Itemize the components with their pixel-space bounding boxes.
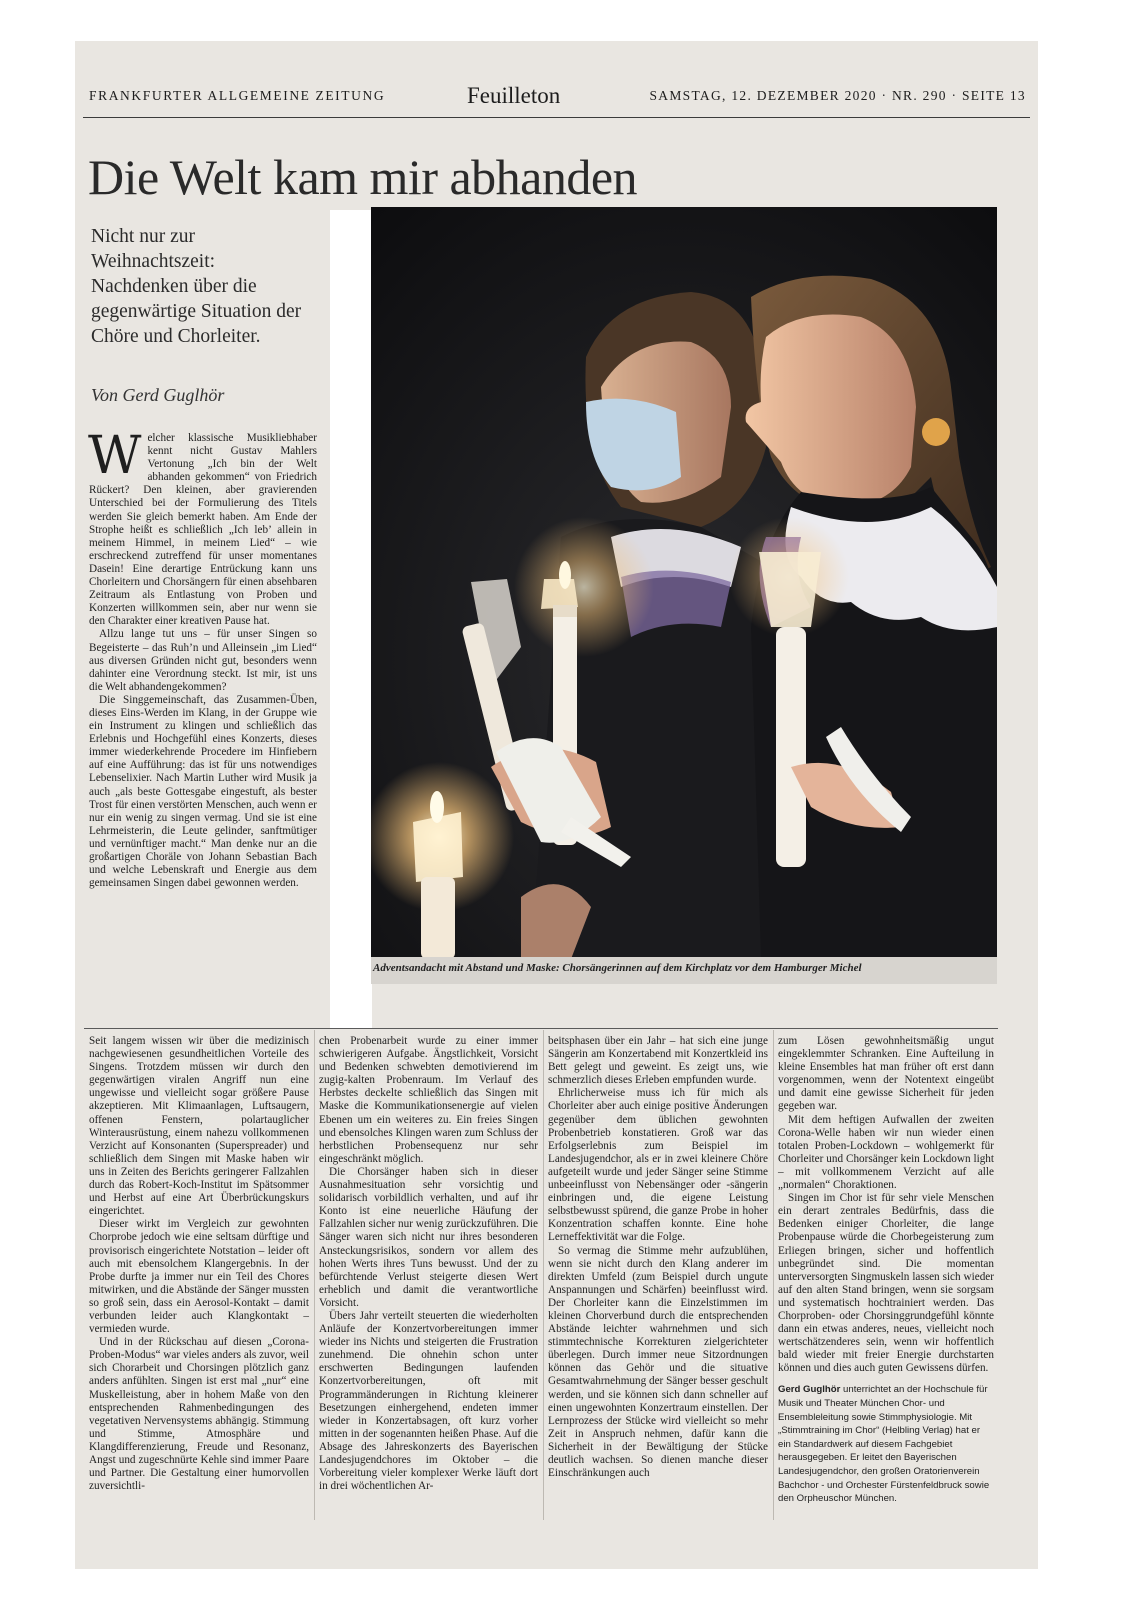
column-divider (314, 1030, 315, 1520)
author-bio-text: unterrichtet an der Hochschule für Musik und Theater München Chor- und Ensembleleitung sowie Stimmphysiologie. Mit „Stimmtraining im Chor“ (Helbling Verlag) hat er ein Standardwerk auf diesem Fachgebiet herausgegeben. Er leitet den Bayerischen Landesjugendchor, den großen Oratorienverein Bachchor - und Orchester Fürstenfeldbruck sowie den Orpheuschor München. (778, 1384, 990, 1505)
paragraph: Dieser wirkt im Vergleich zur gewohnten Chorprobe jedoch wie eine seltsam dürftige und provisorisch eingerichtete Notstation – leider oft auch mit ebensolchem Klangergebnis. In der Probe durfte ja immer nur ein Teil des Chores mitwirken, und die Abstände der Sänger mussten so groß sein, dass ein Aerosol-Kontakt – damit verbunden leider auch Klangkontakt – vermieden wurde. (89, 1218, 309, 1336)
issue-info: SAMSTAG, 12. DEZEMBER 2020 · NR. 290 · SEITE 13 (649, 88, 1026, 103)
paragraph: Welcher klassische Musikliebhaber kennt nicht Gustav Mahlers Vertonung „Ich bin der Welt abhanden gekommen“ von Friedrich Rückert? Den kleinen, aber gravierenden Unterschied bei der Formulierung des Titels werden Sie gleich bemerkt haben. Am Ende der Strophe heißt es schließlich „Ich leb’ allein in meinem Himmel, in meinem Lied“ – wie erschreckend zutreffend für unser momentanes Dasein! Eine derartige Entrückung kann uns Chorleitern und Chorsängern für einen absehbaren Zeitraum als Entlastung von Proben und Konzerten willkommen sein, aber nur wenn sie den Charakter einer kreativen Pause hat. (88, 426, 317, 628)
article-column-2 (319, 1035, 538, 1493)
article-column-3 (548, 1035, 768, 1480)
drop-cap: W (88, 426, 142, 486)
blank-gap (330, 210, 372, 1028)
column-top-rule (84, 1028, 998, 1029)
article-column-4 (778, 1035, 994, 1506)
article-column-intro (88, 426, 317, 890)
paragraph: Ehrlicherweise muss ich für mich als Chorleiter aber auch einige positive Änderungen gegenüber dem üblichen gewohnten Probenbetrieb konstatieren. Groß war das Erfolgserlebnis zum Beispiel im Landesjugendchor, als er in zwei kleinere Chöre aufgeteilt wurde und jeder Sänger seine Stimme unbeeinflusst von Nebensänger oder -sängerin einbringen und, die eigene Leistung selbstbewusst spürend, die ganze Probe in hoher Konzentration schaffen konnte. Eine hohe Lerneffektivität war die Folge. (548, 1087, 768, 1244)
paper-name: FRANKFURTER ALLGEMEINE ZEITUNG (89, 88, 386, 103)
author-name: Gerd Guglhör (778, 1384, 841, 1396)
paragraph: Übers Jahr verteilt steuerten die wiederholten Anläufe der Konzertvorbereitungen immer wieder ins Nichts und steigerten die Frustration zunehmend. Die ohnehin schon unter erschwerten Bedingungen laufenden Konzertvorbereitungen, oft mit Programmänderungen in Richtung kleinerer Besetzungen einhergehend, endeten immer wieder in Konzertabsagen, oft kurz vorher mitten in der sogenannten heißen Phase. Auf die Absage des Jahreskonzerts des Bayerischen Landesjugendchores im Oktober – die Vorbereitung vieler komplexer Werke läuft dort in drei wöchentlichen Ar- (319, 1309, 538, 1493)
paragraph: Mit dem heftigen Aufwallen der zweiten Corona-Welle haben wir nun wieder einen totalen Proben-Lockdown – wohlgemerkt für Chorleiter und Chorsänger kein Lockdown light – mit vollkommenem Verzicht auf alle „normalen“ Choraktionen. (778, 1113, 994, 1192)
paragraph: Und in der Rückschau auf diesen „Corona-Proben-Modus“ war vieles anders als zuvor, weil sich Chorarbeit und Chorsingen plötzlich ganz anders anfühlten. Singen ist erst mal „nur“ eine Muskelleistung, aber in hohem Maße von den entsprechenden Rahmenbedingungen des vegetativen Nervensystems abhängig. Stimmung und Stimme, Atmosphäre und Klangdifferenzierung, Freude und Resonanz, Angst und zugeschnürte Kehle sind immer Paare und Partner. Die Gestaltung einer humorvollen zuversichtli- (89, 1336, 309, 1493)
article-byline: Von Gerd Guglhör (91, 385, 225, 405)
paragraph: Die Chorsänger haben sich in dieser Ausnahmesituation sehr vorsichtig und solidarisch vorbildlich verhalten, und auf ihr Konto ist eine neuerliche Häufung der Fallzahlen sicher nur wenig zurückzuführen. Die Sänger waren sich nicht nur ihres besonderen Ansteckungsrisikos, sondern vor allem des hohen Werts ihres Tuns bewusst. Und der zu befürchtende Verlust steigerte diesen Wert erheblich und damit die verantwortliche Vorsicht. (319, 1165, 538, 1309)
paragraph: zum Lösen gewohnheitsmäßig ungut eingeklemmter Schranken. Eine Aufteilung in kleine Ensembles hat man früher oft erst dann vorgenommen, wenn der Notentext eingeübt und damit eine gewisse Sicherheit für jeden gegeben war. (778, 1035, 994, 1113)
choir-singers-photo (371, 207, 997, 959)
article-column-1 (89, 1035, 309, 1493)
paragraph: chen Probenarbeit wurde zu einer immer schwierigeren Aufgabe. Ängstlichkeit, Vorsicht und Bedenken schwebten demotivierend im zugig-kalten Probenraum. Im Verlauf des Herbstes deckelte schließlich das Singen mit Maske die Kommunikationsenergie auf vielen Ebenen um ein weiteres zu. Ein freies Singen und ebensolches Klingen waren zum Schluss der herbstlichen Probensequenz nur sehr eingeschränkt möglich. (319, 1035, 538, 1165)
paragraph: Allzu lange tut uns – für unser Singen so Begeisterte – das Ruh’n und Alleinsein „im Lied“ aus diversen Gründen nicht gut, besonders wenn dahinter eine Verordnung steckt. Ist mir, ist uns die Welt abhandengekommen? (89, 628, 317, 693)
masthead (75, 41, 1038, 121)
photo-caption: Adventsandacht mit Abstand und Maske: Chorsängerinnen auf dem Kirchplatz vor dem Hamburger Michel (373, 962, 862, 974)
paragraph: Seit langem wissen wir über die medizinisch nachgewiesenen gesundheitlichen Vorteile des Singens. Trotzdem müssen wir durch den gegenwärtigen viralen Angriff nun eine ungewisse und vielleicht sogar größere Pause akzeptieren. Mit Klimaanlagen, Luftsaugern, offenen Fenstern, polartauglicher Winterausrüstung, einem nahezu vollkommenen Verzicht auf Konsonanten (Superspreader) und schließlich dem Singen mit Maske haben wir uns in Zeiten des Berichts geringerer Fallzahlen durch das Robert-Koch-Institut im Spätsommer und Herbst auf eine Art Überbrückungskurs eingerichtet. (89, 1035, 309, 1218)
paragraph: beitsphasen über ein Jahr – hat sich eine junge Sängerin am Konzertabend mit Konzertkleid ins Bett gelegt und geweint. Es zeigt uns, wie schmerzlich dieses Erleben empfunden wurde. (548, 1035, 768, 1087)
author-bio (778, 1383, 994, 1505)
column-divider (773, 1030, 774, 1520)
section-name: Feuilleton (467, 83, 561, 108)
article-photo (371, 207, 997, 959)
column-divider (543, 1030, 544, 1520)
article-subtitle: Nicht nur zur Weihnachtszeit: Nachdenken über die gegenwärtige Situation der Chöre und Chorleiter. (91, 226, 302, 347)
article-headline: Die Welt kam mir abhanden (88, 149, 638, 205)
paragraph: Die Singgemeinschaft, das Zusammen-Üben, dieses Eins-Werden im Klang, in der Gruppe wie ein Instrument zu klingen und schließlich das Erlebnis und Hochgefühl eines Konzerts, dieses immer wiederkehrende Procedere im Hinfiebern auf eine Aufführung: das ist für uns notwendiges Lebenselixier. Nach Martin Luther wird Musik ja auch „als beste Gottesgabe eingestuft, als bester Trost für einen verstörten Menschen, auch wenn er nur ein wenig zu singen vermag. Und sie ist eine Lehrmeisterin, die Leute gelinder, sanftmütiger und vernünftiger macht.“ Man denke nur an die großartigen Choräle von Johann Sebastian Bach und welche Lebenskraft und Energie aus dem gemeinsamen Singen dabei gewonnen werden. (89, 693, 317, 890)
paragraph: Singen im Chor ist für sehr viele Menschen ein derart zentrales Bedürfnis, dass die Bedenken einiger Chorleiter, die lange Probenpause würde die Chorbegeisterung zum Erliegen bringen, sicher und hoffentlich unbegründet sind. Die momentan unterversorgten Singmuskeln lassen sich wieder auf den alten Stand bringen, wenn sie sorgsam und systematisch hochtrainiert werden. Das Chorproben- oder Chorsinggrundgefühl könnte dann ein etwas anderes, neues, vielleicht noch wertschätzenderes sein, wenn wir hoffentlich bald wieder mit freier Energie durchstarten können und dies auch guten Gewissens dürfen. (778, 1192, 994, 1375)
masthead-rule (83, 117, 1030, 118)
paragraph: So vermag die Stimme mehr aufzublühen, wenn sie nicht durch den Klang anderer im direkten Umfeld (zum Beispiel durch ungute Anspannungen und Schärfen) beeinflusst wird. Der Chorleiter kann die Einzelstimmen im kleinen Chorverbund durch die entsprechenden Abstände leichter wahrnehmen und sich stimmtechnische Korrekturen zielgerichteter überlegen. Durch immer neue Sitzordnungen können das Gehör und die situative Gesamtwahrnehmung der Sänger besser geschult werden, und sie können sich dann schneller auf einen ungewohnten Konzertraum einstellen. Der Lernprozess der Stücke wird vielleicht so mehr Zeit in Anspruch nehmen, dafür kann die Sicherheit in der Bewältigung der Stücke deutlich wachsen. So dienen manche dieser Einschränkungen auch (548, 1244, 768, 1480)
